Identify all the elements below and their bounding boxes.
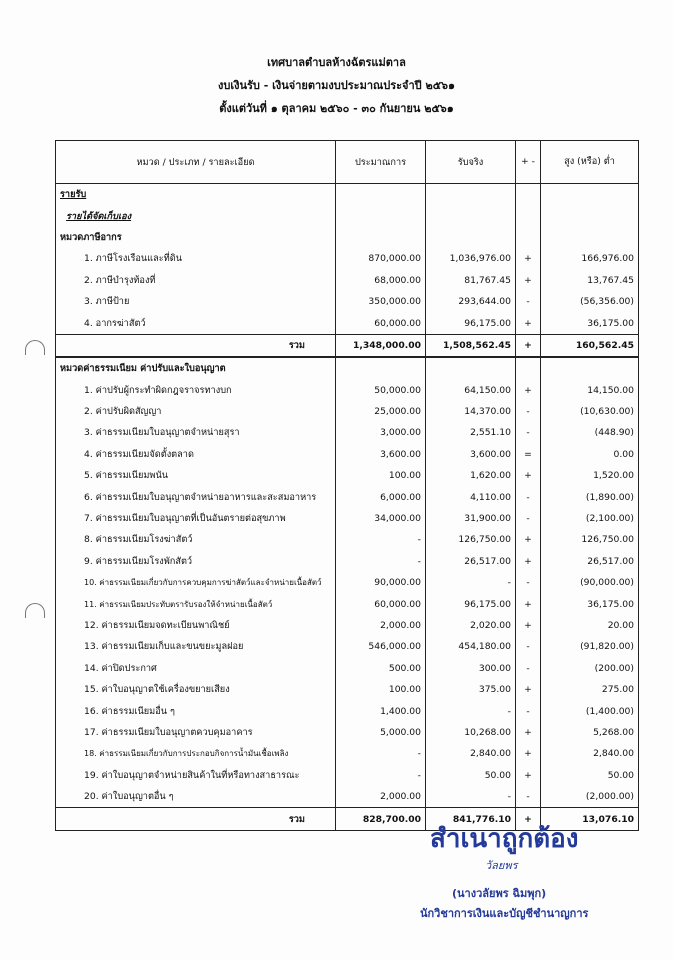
row-sign: + (516, 312, 541, 334)
row-estimate: 828,700.00 (336, 808, 426, 830)
row-label: 3. ค่าธรรมเนียมใบอนุญาตจำหน่ายสุรา (56, 422, 336, 443)
row-estimate: 100.00 (336, 679, 426, 700)
org-title: เทศบาลตำบลห้างฉัตรแม่ตาล (267, 56, 406, 69)
row-actual: 4,110.00 (426, 486, 516, 507)
table-row (56, 508, 639, 529)
total-row (56, 334, 639, 357)
table-row (56, 658, 639, 679)
row-actual: 50.00 (426, 765, 516, 786)
table-row (56, 401, 639, 422)
row-estimate: 60,000.00 (336, 593, 426, 614)
row-estimate: 2,000.00 (336, 615, 426, 636)
row-sign: - (516, 291, 541, 312)
section-row (56, 205, 639, 226)
row-diff: 5,268.00 (541, 722, 639, 743)
row-label: รวม (56, 808, 336, 830)
row-label: 18. ค่าธรรมเนียมเกี่ยวกับการประกอบกิจการน้ำมันเชื้อเพลิง (56, 743, 336, 764)
row-diff: 0.00 (541, 444, 639, 465)
row-label: 15. ค่าใบอนุญาตใช้เครื่องขยายเสียง (56, 679, 336, 700)
row-label: 5. ค่าธรรมเนียมพนัน (56, 465, 336, 486)
table-row (56, 422, 639, 443)
row-actual: 2,840.00 (426, 743, 516, 764)
row-sign: + (516, 380, 541, 401)
col-header-actual: รับจริง (426, 141, 516, 184)
row-diff: (2,000.00) (541, 786, 639, 808)
table-row (56, 465, 639, 486)
row-sign: - (516, 572, 541, 593)
table-row (56, 551, 639, 572)
row-estimate: 100.00 (336, 465, 426, 486)
row-actual: 375.00 (426, 679, 516, 700)
row-label: 13. ค่าธรรมเนียมเก็บและขนขยะมูลฝอย (56, 636, 336, 657)
row-actual: 300.00 (426, 658, 516, 679)
row-actual: 26,517.00 (426, 551, 516, 572)
row-estimate: 34,000.00 (336, 508, 426, 529)
table-row (56, 572, 639, 593)
row-label: 14. ค่าปิดประกาศ (56, 658, 336, 679)
row-sign: + (516, 593, 541, 614)
row-actual: 454,180.00 (426, 636, 516, 657)
row-sign: - (516, 508, 541, 529)
table-row (56, 312, 639, 334)
row-actual: 1,508,562.45 (426, 334, 516, 357)
row-actual: 10,268.00 (426, 722, 516, 743)
row-actual: 293,644.00 (426, 291, 516, 312)
table-header-row (56, 141, 639, 184)
row-actual: 31,900.00 (426, 508, 516, 529)
row-label: รวม (56, 334, 336, 357)
table-row (56, 529, 639, 550)
row-diff: 13,076.10 (541, 808, 639, 830)
row-sign: - (516, 422, 541, 443)
row-sign: - (516, 486, 541, 507)
section-row (56, 184, 639, 206)
row-estimate: - (336, 765, 426, 786)
row-label: 4. ค่าธรรมเนียมจัดตั้งตลาด (56, 444, 336, 465)
section-row (56, 227, 639, 248)
row-diff: 36,175.00 (541, 312, 639, 334)
col-header-estimate: ประมาณการ (336, 141, 426, 184)
row-estimate: 1,348,000.00 (336, 334, 426, 357)
row-label: 17. ค่าธรรมเนียมใบอนุญาตควบคุมอาคาร (56, 722, 336, 743)
row-estimate: 2,000.00 (336, 786, 426, 808)
row-label: 1. ภาษีโรงเรือนและที่ดิน (56, 248, 336, 269)
row-actual: - (426, 786, 516, 808)
row-estimate: 350,000.00 (336, 291, 426, 312)
table-row (56, 291, 639, 312)
row-sign: + (516, 679, 541, 700)
row-estimate: 60,000.00 (336, 312, 426, 334)
table-row (56, 700, 639, 721)
table-row (56, 270, 639, 291)
row-label: 7. ค่าธรรมเนียมใบอนุญาตที่เป็นอันตรายต่อสุขภาพ (56, 508, 336, 529)
row-estimate: - (336, 743, 426, 764)
signer-name: (นางวลัยพร ฉิมพุก) (452, 887, 547, 900)
row-diff: 166,976.00 (541, 248, 639, 269)
section-own-revenue: รายได้จัดเก็บเอง (56, 205, 336, 226)
table-row (56, 636, 639, 657)
row-sign: - (516, 786, 541, 808)
col-header-diff: สูง (หรือ) ต่ำ (541, 141, 639, 184)
row-estimate: - (336, 551, 426, 572)
budget-table (55, 140, 639, 831)
col-header-sign: + - (516, 141, 541, 184)
row-estimate: 68,000.00 (336, 270, 426, 291)
row-estimate: 5,000.00 (336, 722, 426, 743)
row-sign: - (516, 658, 541, 679)
table-row (56, 593, 639, 614)
row-label: 8. ค่าธรรมเนียมโรงฆ่าสัตว์ (56, 529, 336, 550)
row-diff: (90,000.00) (541, 572, 639, 593)
row-sign: + (516, 248, 541, 269)
row-label: 2. ภาษีบำรุงท้องที่ (56, 270, 336, 291)
row-actual: 1,036,976.00 (426, 248, 516, 269)
table-row (56, 444, 639, 465)
table-row (56, 248, 639, 269)
row-label: 19. ค่าใบอนุญาตจำหน่ายสินค้าในที่หรือทางสาธารณะ (56, 765, 336, 786)
row-diff: (91,820.00) (541, 636, 639, 657)
table-row (56, 786, 639, 808)
row-sign: + (516, 615, 541, 636)
row-diff: (448.90) (541, 422, 639, 443)
punch-hole-mark (25, 603, 45, 618)
row-label: 9. ค่าธรรมเนียมโรงพักสัตว์ (56, 551, 336, 572)
section-row (56, 357, 639, 379)
row-diff: 1,520.00 (541, 465, 639, 486)
table-row (56, 743, 639, 764)
signature: วัลยพร (485, 859, 518, 872)
row-diff: (2,100.00) (541, 508, 639, 529)
row-diff: (1,890.00) (541, 486, 639, 507)
section-income: รายรับ (56, 184, 336, 206)
row-actual: - (426, 700, 516, 721)
row-label: 20. ค่าใบอนุญาตอื่น ๆ (56, 786, 336, 808)
row-sign: = (516, 444, 541, 465)
row-diff: 26,517.00 (541, 551, 639, 572)
row-sign: + (516, 722, 541, 743)
row-sign: - (516, 636, 541, 657)
row-estimate: 500.00 (336, 658, 426, 679)
section-tax-group: หมวดภาษีอากร (56, 227, 336, 248)
section-fee-group: หมวดค่าธรรมเนียม ค่าปรับและใบอนุญาต (56, 357, 336, 379)
row-diff: (10,630.00) (541, 401, 639, 422)
row-actual: 1,620.00 (426, 465, 516, 486)
row-actual: 96,175.00 (426, 593, 516, 614)
row-sign: - (516, 401, 541, 422)
row-sign: + (516, 529, 541, 550)
row-diff: 14,150.00 (541, 380, 639, 401)
row-actual: - (426, 572, 516, 593)
row-actual: 2,020.00 (426, 615, 516, 636)
row-estimate: - (336, 529, 426, 550)
table-row (56, 679, 639, 700)
row-diff: 13,767.45 (541, 270, 639, 291)
row-estimate: 6,000.00 (336, 486, 426, 507)
row-label: 11. ค่าธรรมเนียมประทับตรารับรองให้จำหน่ายเนื้อสัตว์ (56, 593, 336, 614)
row-label: 1. ค่าปรับผู้กระทำผิดกฎจราจรทางบก (56, 380, 336, 401)
row-label: 2. ค่าปรับผิดสัญญา (56, 401, 336, 422)
row-diff: 20.00 (541, 615, 639, 636)
signer-position: นักวิชาการเงินและบัญชีชำนาญการ (420, 907, 589, 920)
row-actual: 3,600.00 (426, 444, 516, 465)
row-diff: 2,840.00 (541, 743, 639, 764)
row-sign: + (516, 334, 541, 357)
row-estimate: 50,000.00 (336, 380, 426, 401)
row-estimate: 90,000.00 (336, 572, 426, 593)
row-estimate: 25,000.00 (336, 401, 426, 422)
row-actual: 81,767.45 (426, 270, 516, 291)
row-estimate: 546,000.00 (336, 636, 426, 657)
row-estimate: 3,600.00 (336, 444, 426, 465)
report-period: ตั้งแต่วันที่ ๑ ตุลาคม ๒๕๖๐ - ๓๐ กันยายน ๒๕๖๑ (219, 102, 454, 115)
row-label: 10. ค่าธรรมเนียมเกี่ยวกับการควบคุมการฆ่าสัตว์และจำหน่ายเนื้อสัตว์ (56, 572, 336, 593)
row-estimate: 3,000.00 (336, 422, 426, 443)
table-row (56, 380, 639, 401)
row-diff: (200.00) (541, 658, 639, 679)
row-actual: 841,776.10 (426, 808, 516, 830)
row-diff: 36,175.00 (541, 593, 639, 614)
table-row (56, 765, 639, 786)
row-label: 12. ค่าธรรมเนียมจดทะเบียนพาณิชย์ (56, 615, 336, 636)
report-title: งบเงินรับ - เงินจ่ายตามงบประมาณประจำปี ๒๕๖๑ (218, 79, 455, 92)
row-sign: + (516, 808, 541, 830)
punch-hole-mark (25, 340, 45, 355)
row-label: 3. ภาษีป้าย (56, 291, 336, 312)
row-actual: 2,551.10 (426, 422, 516, 443)
row-sign: + (516, 465, 541, 486)
row-estimate: 870,000.00 (336, 248, 426, 269)
row-label: 4. อากรฆ่าสัตว์ (56, 312, 336, 334)
row-sign: + (516, 765, 541, 786)
row-estimate: 1,400.00 (336, 700, 426, 721)
row-actual: 126,750.00 (426, 529, 516, 550)
table-row (56, 722, 639, 743)
row-sign: + (516, 270, 541, 291)
col-header-category: หมวด / ประเภท / รายละเอียด (56, 141, 336, 184)
table-row (56, 615, 639, 636)
row-label: 16. ค่าธรรมเนียมอื่น ๆ (56, 700, 336, 721)
row-diff: 160,562.45 (541, 334, 639, 357)
row-sign: + (516, 551, 541, 572)
row-diff: (1,400.00) (541, 700, 639, 721)
row-label: 6. ค่าธรรมเนียมใบอนุญาตจำหน่ายอาหารและสะสมอาหาร (56, 486, 336, 507)
row-sign: + (516, 743, 541, 764)
row-diff: (56,356.00) (541, 291, 639, 312)
row-actual: 96,175.00 (426, 312, 516, 334)
row-diff: 275.00 (541, 679, 639, 700)
row-sign: - (516, 700, 541, 721)
row-actual: 14,370.00 (426, 401, 516, 422)
row-actual: 64,150.00 (426, 380, 516, 401)
row-diff: 50.00 (541, 765, 639, 786)
table-row (56, 486, 639, 507)
row-diff: 126,750.00 (541, 529, 639, 550)
certified-copy-stamp: สำเนาถูกต้อง (430, 824, 579, 854)
